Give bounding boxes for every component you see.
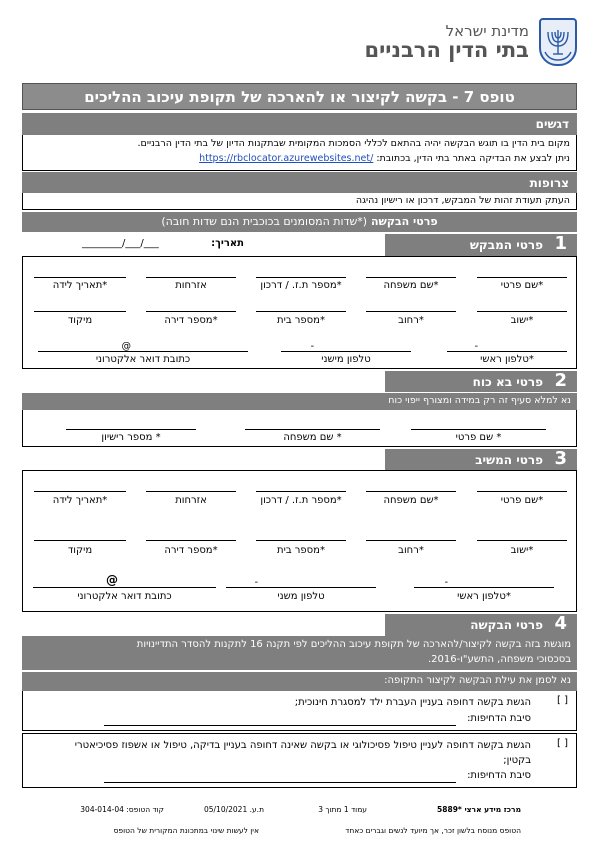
s2-license-label: * מספר רישיון (101, 432, 161, 443)
footer-page: עמוד 1 מתוך 3 (318, 805, 367, 814)
footer-note-right: הטופס מנוסח בלשון זכר, אך מיועד לנשים וגברים כאחד (345, 826, 521, 835)
s3-city-label: *ישוב (510, 545, 534, 556)
section2-note-bar (22, 393, 577, 410)
s3-email-field[interactable] (33, 587, 216, 588)
section4-body2: בסכסוכי משפחה, התשע"ו-2016. (427, 654, 571, 665)
s3-firstname-field[interactable] (477, 491, 567, 492)
s1-phone-second-label: טלפון מישני (321, 354, 371, 365)
date-field[interactable]: ________/___/___ (82, 238, 159, 249)
s1-id-field[interactable] (256, 277, 346, 278)
s1-apartment-field[interactable] (146, 311, 236, 312)
s3-zip-field[interactable] (34, 540, 126, 541)
emblem-icon (539, 18, 577, 66)
option1-box (22, 691, 577, 731)
s1-city-field[interactable] (477, 311, 567, 312)
s1-birthdate-field[interactable] (34, 277, 126, 278)
section4-number: 4 (554, 613, 567, 634)
attachments-text: העתק תעודת זהות של המבקש, דרכון או רישיון נהיגה (355, 195, 570, 206)
section2-note: נא למלא סעיף זה רק במידה ומצורף ייפוי כוח (388, 395, 571, 406)
s2-lastname-field[interactable] (245, 429, 380, 430)
option1-reason-label: סיבת הדחיפות: (467, 713, 531, 724)
s3-street-label: *רחוב (398, 545, 424, 556)
s3-phone-second-field[interactable] (226, 587, 376, 588)
section3-bar (385, 449, 577, 470)
s3-phone-second-dash: - (254, 577, 258, 588)
state-name: מדינת ישראל (445, 22, 529, 40)
section2-box (22, 410, 577, 447)
option2-reason-label: סיבת הדחיפות: (467, 770, 531, 781)
s1-zip-field[interactable] (34, 311, 126, 312)
s1-house-field[interactable] (256, 311, 346, 312)
s1-citizenship-field[interactable] (146, 277, 236, 278)
locator-link[interactable]: https://rbclocator.azurewebsites.net/ (199, 153, 374, 164)
section4-body-bar (22, 636, 577, 670)
section2-bar (385, 371, 577, 392)
s1-zip-label: מיקוד (67, 315, 93, 326)
s1-street-label: *רחוב (398, 315, 424, 326)
s1-house-label: *מספר בית (277, 315, 325, 326)
s3-birthdate-field[interactable] (34, 491, 126, 492)
section1-box (22, 256, 577, 369)
footer-note-left: אין לעשות שינוי במתכונת המקורית של הטופס (113, 826, 259, 835)
section4-title: פרטי הבקשה (470, 618, 543, 632)
option1-text: הגשת בקשה דחופה בעניין העברת ילד למסגרת חינוכית; (294, 697, 531, 708)
notes-box (22, 135, 577, 171)
org-name: בתי הדין הרבניים (364, 38, 529, 62)
option2-checkbox[interactable]: [ ] (557, 738, 568, 749)
s3-id-label: *מספר ת.ז. / דרכון (260, 495, 342, 506)
s3-lastname-field[interactable] (366, 491, 456, 492)
s3-phone-main-label: *טלפון ראשי (457, 591, 511, 602)
attachments-heading: צרופות (529, 176, 569, 190)
notes-heading: דגשים (535, 117, 569, 131)
section3-box (22, 470, 577, 612)
form-title-bar (22, 83, 577, 110)
s1-firstname-label: *שם פרטי (500, 280, 544, 291)
s3-phone-main-field[interactable] (414, 587, 554, 588)
footer-code: קוד הטופס: 304-014-04 (80, 805, 164, 814)
s3-house-field[interactable] (256, 540, 346, 541)
attachments-box (22, 193, 577, 210)
section1-number: 1 (554, 233, 567, 254)
s1-phone-second-field[interactable] (281, 351, 411, 352)
s1-city-label: *ישוב (510, 315, 534, 326)
option2-text2: בקטין; (503, 755, 531, 766)
request-details-bar (22, 212, 577, 232)
s1-lastname-label: *שם משפחה (383, 280, 439, 291)
section1-bar (385, 234, 577, 256)
s3-house-label: *מספר בית (277, 545, 325, 556)
s1-lastname-field[interactable] (366, 277, 456, 278)
s3-citizenship-label: אזרחות (175, 495, 207, 506)
s3-phone-second-label: טלפון משני (277, 591, 325, 602)
s1-street-field[interactable] (366, 311, 456, 312)
s1-phone-main-dash: - (474, 341, 478, 352)
s3-lastname-label: *שם משפחה (383, 495, 439, 506)
s1-email-label: כתובת דואר אלקטרוני (95, 354, 191, 365)
section3-title: פרטי המשיב (475, 453, 543, 467)
s1-email-at: @ (121, 341, 131, 352)
section4-mark-bar (22, 672, 577, 691)
s3-apartment-label: *מספר דירה (164, 545, 218, 556)
s1-phone-main-field[interactable] (447, 351, 567, 352)
section2-title: פרטי בא כוח (472, 375, 543, 389)
request-details-note: (*שדות המסומנים בכוכבית הנם שדות חובה) (161, 215, 368, 228)
s3-birthdate-label: *תאריך לידה (52, 495, 108, 506)
s3-street-field[interactable] (366, 540, 456, 541)
notes-line2: ניתן לבצע את הבדיקה באתר בתי הדין, בכתובת: (376, 153, 570, 164)
s1-email-field[interactable] (38, 351, 248, 352)
s3-id-field[interactable] (256, 491, 346, 492)
s1-birthdate-label: *תאריך לידה (52, 280, 108, 291)
section1-title: פרטי המבקש (469, 238, 543, 252)
s3-email-at: @ (106, 573, 118, 587)
s3-city-field[interactable] (477, 540, 567, 541)
s3-phone-main-dash: - (444, 577, 448, 588)
section4-bar (385, 614, 577, 636)
option1-reason-field[interactable] (104, 725, 456, 726)
s3-apartment-field[interactable] (146, 540, 236, 541)
option2-box (22, 733, 577, 788)
option2-text1: הגשת בקשה דחופה לעניין טיפול פסיכולוגי או בקשה שאינה דחופה בעניין בדיקה, טיפול או אשפוז פסיכיאטרי (74, 740, 531, 751)
option1-checkbox[interactable]: [ ] (557, 695, 568, 706)
request-details-heading: פרטי הבקשה (370, 215, 438, 228)
s2-firstname-label: * שם פרטי (455, 432, 502, 443)
s1-phone-main-label: *טלפון ראשי (480, 354, 534, 365)
section2-number: 2 (554, 370, 567, 391)
section4-mark-heading: נא לסמן את עילת הבקשה לקיצור התקופה: (384, 675, 571, 686)
s1-phone-second-dash: - (310, 341, 314, 352)
option2-reason-field[interactable] (104, 782, 456, 783)
s2-lastname-label: * שם משפחה (283, 432, 342, 443)
s3-email-label: כתובת דואר אלקטרוני (77, 591, 172, 602)
s1-firstname-field[interactable] (477, 277, 567, 278)
section4-body1: מוגשת בזה בקשה לקיצור/להארכה של תקופת עיכוב ההליכים לפי תקנה 16 לתקנות להסדר התדיינויות (136, 639, 571, 650)
footer-date: ת.ע. 05/10/2021 (203, 805, 264, 814)
s2-firstname-field[interactable] (411, 429, 546, 430)
footer-center: מרכז מידע ארצי *5889 (437, 805, 521, 814)
date-label: תאריך: (211, 238, 244, 249)
s3-firstname-label: *שם פרטי (500, 495, 544, 506)
s3-citizenship-field[interactable] (146, 491, 236, 492)
s3-zip-label: מיקוד (67, 545, 93, 556)
s2-license-field[interactable] (66, 429, 196, 430)
s1-citizenship-label: אזרחות (175, 280, 207, 291)
s1-id-label: *מספר ת.ז. / דרכון (260, 280, 342, 291)
notes-heading-bar (22, 113, 577, 135)
section3-number: 3 (554, 448, 567, 469)
notes-line1: מקום בית הדין בו תוגש הבקשה יהיה בהתאם לכללי הסמכות המקומית שבתקנות הדיון של בתי הדין הרבניים. (137, 138, 570, 149)
s1-apartment-label: *מספר דירה (164, 315, 218, 326)
attachments-heading-bar (22, 172, 577, 193)
form-title: טופס 7 - בקשה לקיצור או להארכה של תקופת עיכוב ההליכים (84, 88, 515, 106)
